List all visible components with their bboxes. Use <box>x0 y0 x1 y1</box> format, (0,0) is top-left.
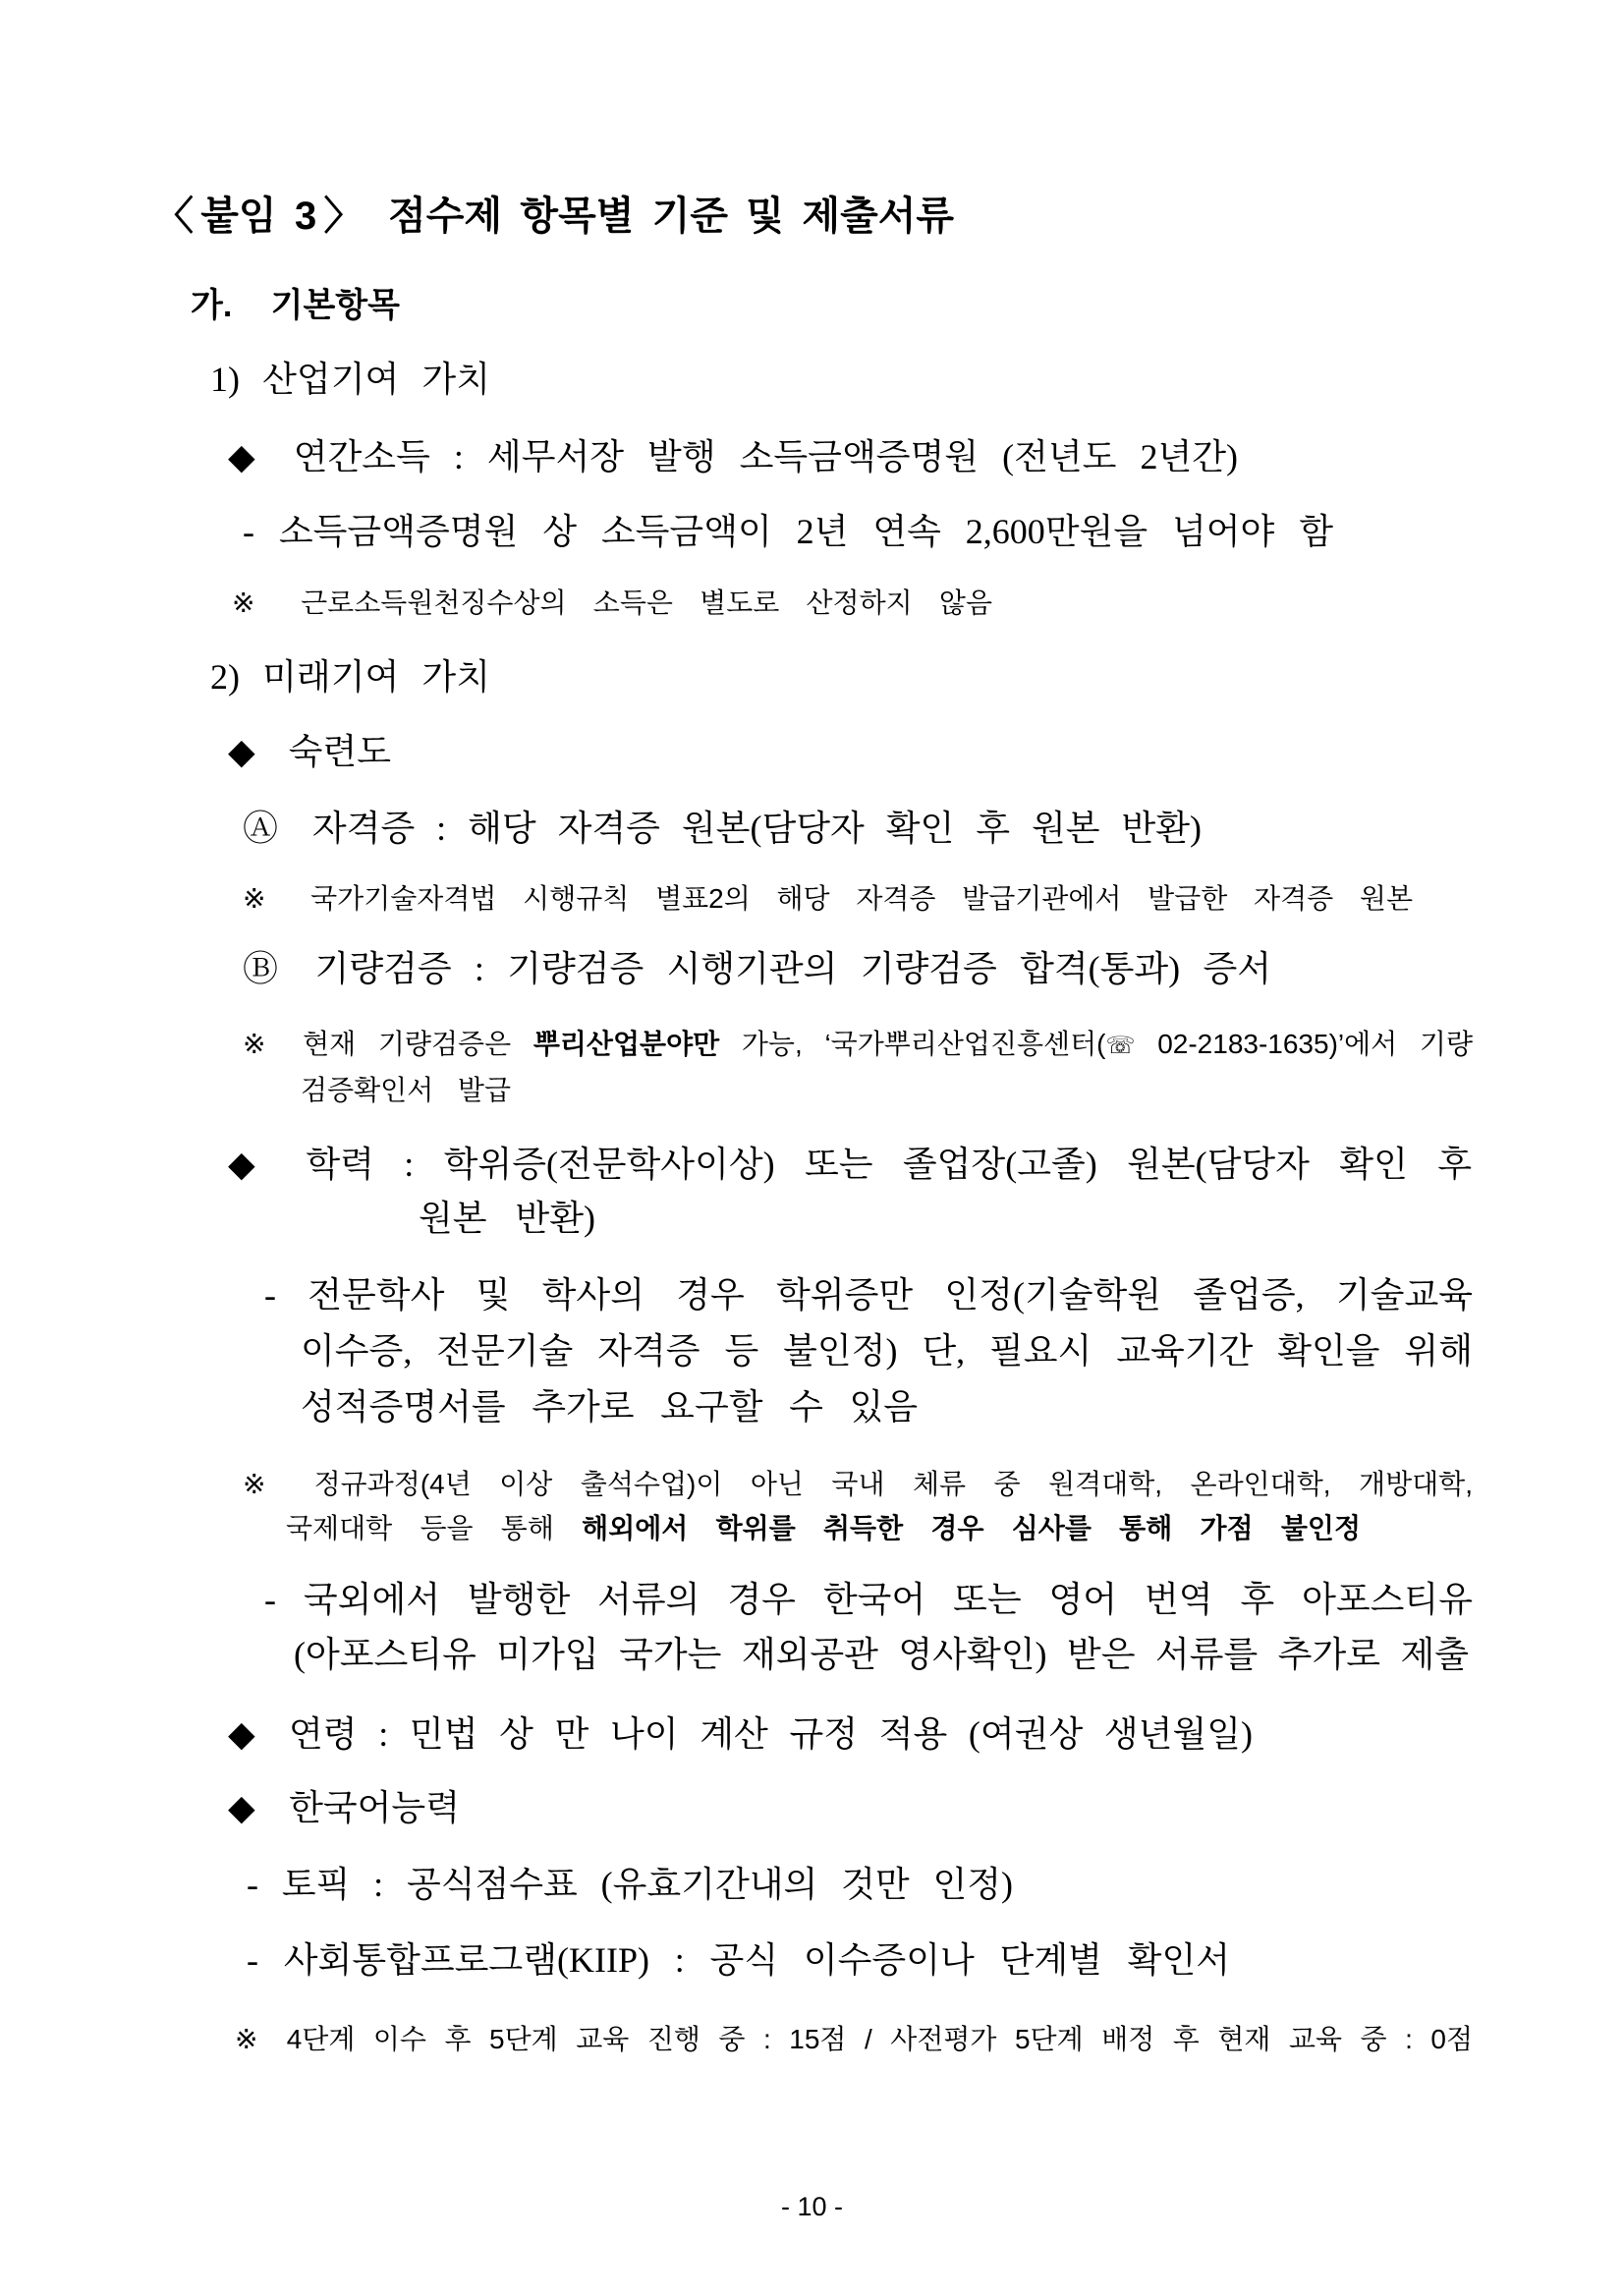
certificate-item: Ⓐ 자격증 : 해당 자격증 원본(담당자 확인 후 원본 반환) <box>243 809 1202 848</box>
skill-test-item: Ⓑ 기량검증 : 기량검증 시행기관의 기량검증 합격(통과) 증서 <box>243 949 1271 988</box>
korean-ability-note: ※ 4단계 이수 후 5단계 교육 진행 중 : 15점 / 사전평가 5단계 배정 후 현재 교육 중 : 0점 <box>235 2024 1473 2054</box>
skill-test-note-text: 가능, ‘국가뿌리산업진흥센터( <box>719 1029 1106 1059</box>
foreign-document-rule-line: (아포스티유 미가입 국가는 재외공관 영사확인) 받은 서류를 추가로 제출 <box>294 1635 1469 1674</box>
degree-rule-line: - 전문학사 및 학사의 경우 학위증만 인정(기술학원 졸업증, 기술교육 <box>264 1275 1473 1315</box>
telephone-icon: ☏ <box>1105 1032 1136 1059</box>
industrial-contribution-heading: 1) 산업기여 가치 <box>210 360 490 399</box>
education-item: ◆ 학력 : 학위증(전문학사이상) 또는 졸업장(고졸) 원본(담당자 확인 후 <box>228 1145 1472 1184</box>
skill-test-note-text: 02-2183-1635)’에서 기량 <box>1135 1029 1474 1059</box>
skill-test-note-continuation: 검증확인서 발급 <box>301 1075 511 1105</box>
kiip-item: - 사회통합프로그램(KIIP) : 공식 이수증이나 단계별 확인서 <box>247 1940 1230 1980</box>
education-item-continuation: 원본 반환) <box>419 1199 595 1238</box>
annual-income-item: ◆ 연간소득 : 세무서장 발행 소득금액증명원 (전년도 2년간) <box>228 437 1238 476</box>
topik-item: - 토픽 : 공식점수표 (유효기간내의 것만 인정) <box>247 1865 1013 1904</box>
overseas-degree-note-line: ※ 정규과정(4년 이상 출석수업)이 아닌 국내 체류 중 원격대학, 온라인대학, 개방대학, <box>243 1469 1473 1499</box>
annual-income-requirement: - 소득금액증명원 상 소득금액이 2년 연속 2,600만원을 넘어야 함 <box>243 512 1333 551</box>
degree-rule-line: 성적증명서를 추가로 요구할 수 있음 <box>301 1387 918 1427</box>
skill-test-note-text: ※ 현재 기량검증은 <box>243 1029 533 1059</box>
certificate-note: ※ 국가기술자격법 시행규칙 별표2의 해당 자격증 발급기관에서 발급한 자격증 원본 <box>243 883 1413 914</box>
korean-ability-item: ◆ 한국어능력 <box>228 1788 460 1827</box>
page-title: 〈붙임 3〉 점수제 항목별 기준 및 제출서류 <box>154 195 954 238</box>
foreign-document-rule-line: - 국외에서 발행한 서류의 경우 한국어 또는 영어 번역 후 아포스티유 <box>264 1580 1473 1619</box>
annual-income-note: ※ 근로소득원천징수상의 소득은 별도로 산정하지 않음 <box>232 588 992 618</box>
emphasis-text: 뿌리산업분야만 <box>532 1029 720 1059</box>
overseas-degree-note-text: 국제대학 등을 통해 <box>286 1513 583 1543</box>
page-number: - 10 - <box>780 2192 844 2221</box>
skill-level-item: ◆ 숙련도 <box>228 732 391 771</box>
age-item: ◆ 연령 : 민법 상 만 나이 계산 규정 적용 (여권상 생년월일) <box>228 1714 1253 1754</box>
skill-test-note-line <box>243 1027 1473 1063</box>
section-heading: 가. 기본항목 <box>191 287 400 324</box>
degree-rule-line: 이수증, 전문기술 자격증 등 불인정) 단, 필요시 교육기간 확인을 위해 <box>301 1331 1473 1371</box>
overseas-degree-note-line <box>286 1511 1361 1546</box>
emphasis-text: 해외에서 학위를 취득한 경우 심사를 통해 가점 불인정 <box>582 1513 1361 1543</box>
future-contribution-heading: 2) 미래기여 가치 <box>210 657 490 697</box>
